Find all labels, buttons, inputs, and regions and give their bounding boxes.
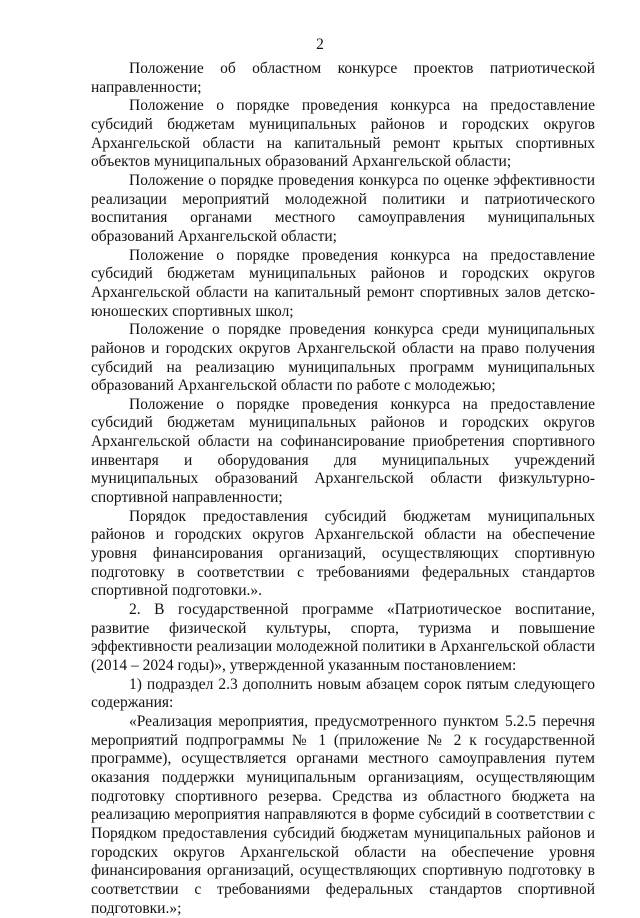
- paragraph-subsidy-procedure: Порядок предоставления субсидий бюджетам муниципальных районов и городских округов Архангельской области на обеспечение уровня финансирования организаций, осуществляющих спортивную подготовку в соответствии с требованиями федеральных стандартов спортивной подготовки.».: [91, 507, 595, 600]
- paragraph-sports-halls-repair-regulation: Положение о порядке проведения конкурса на предоставление субсидий бюджетам муниципальных районов и городских округов Архангельской области на капитальный ремонт спортивных залов детско-юношеских спортивных школ;: [91, 246, 595, 320]
- paragraph-sports-equipment-regulation: Положение о порядке проведения конкурса на предоставление субсидий бюджетам муниципальных районов и городских округов Архангельской области на софинансирование приобретения спортивного инвентаря и оборудования для муниципальных учреждений муниципальных образований Архангельской области физкультурно-спортивной направленности;: [91, 395, 595, 507]
- paragraph-item-2-state-program: 2. В государственной программе «Патриотическое воспитание, развитие физической культуры, спорта, туризма и повышение эффективности реализации молодежной политики в Архангельской области (2014 – 2024 годы)», утвержденной указанным постановлением:: [91, 601, 595, 674]
- page-number: 2: [316, 36, 324, 53]
- paragraph-youth-programs-contest-regulation: Положение о порядке проведения конкурса среди муниципальных районов и городских округов Архангельской области на право получения субсидий на реализацию муниципальных программ муниципальных образований Архангельской области по работе с молодежью;: [91, 321, 595, 395]
- paragraph-patriotic-contest-regulation: Положение об областном конкурсе проектов патриотической направленности;: [91, 60, 595, 96]
- paragraph-indoor-sports-repair-regulation: Положение о порядке проведения конкурса на предоставление субсидий бюджетам муниципальных районов и городских округов Архангельской области на капитальный ремонт крытых спортивных объектов муниципальных образований Архангельской области;: [91, 97, 595, 171]
- document-body: [91, 60, 595, 918]
- paragraph-quoted-text: «Реализация мероприятия, предусмотренного пунктом 5.2.5 перечня мероприятий подпрограммы № 1 (приложение № 2 к государственной программе), осуществляется органами местного самоуправления путем оказания поддержки муниципальным организациям, осуществляющим подготовку спортивного резерва. Средства из областного бюджета на реализацию мероприятия направляются в форме субсидий в соответствии с Порядком предоставления субсидий бюджетам муниципальных районов и городских округов Архангельской области на обеспечение уровня финансирования организаций, осуществляющих спортивную подготовку в соответствии с требованиями федеральных стандартов спортивной подготовки.»;: [91, 712, 595, 917]
- paragraph-subitem-1: 1) подраздел 2.3 дополнить новым абзацем сорок пятым следующего содержания:: [91, 675, 595, 712]
- paragraph-youth-policy-efficiency-regulation: Положение о порядке проведения конкурса по оценке эффективности реализации мероприятий молодежной политики и патриотического воспитания органами местного самоуправления муниципальных образований Архангельской области;: [91, 171, 595, 245]
